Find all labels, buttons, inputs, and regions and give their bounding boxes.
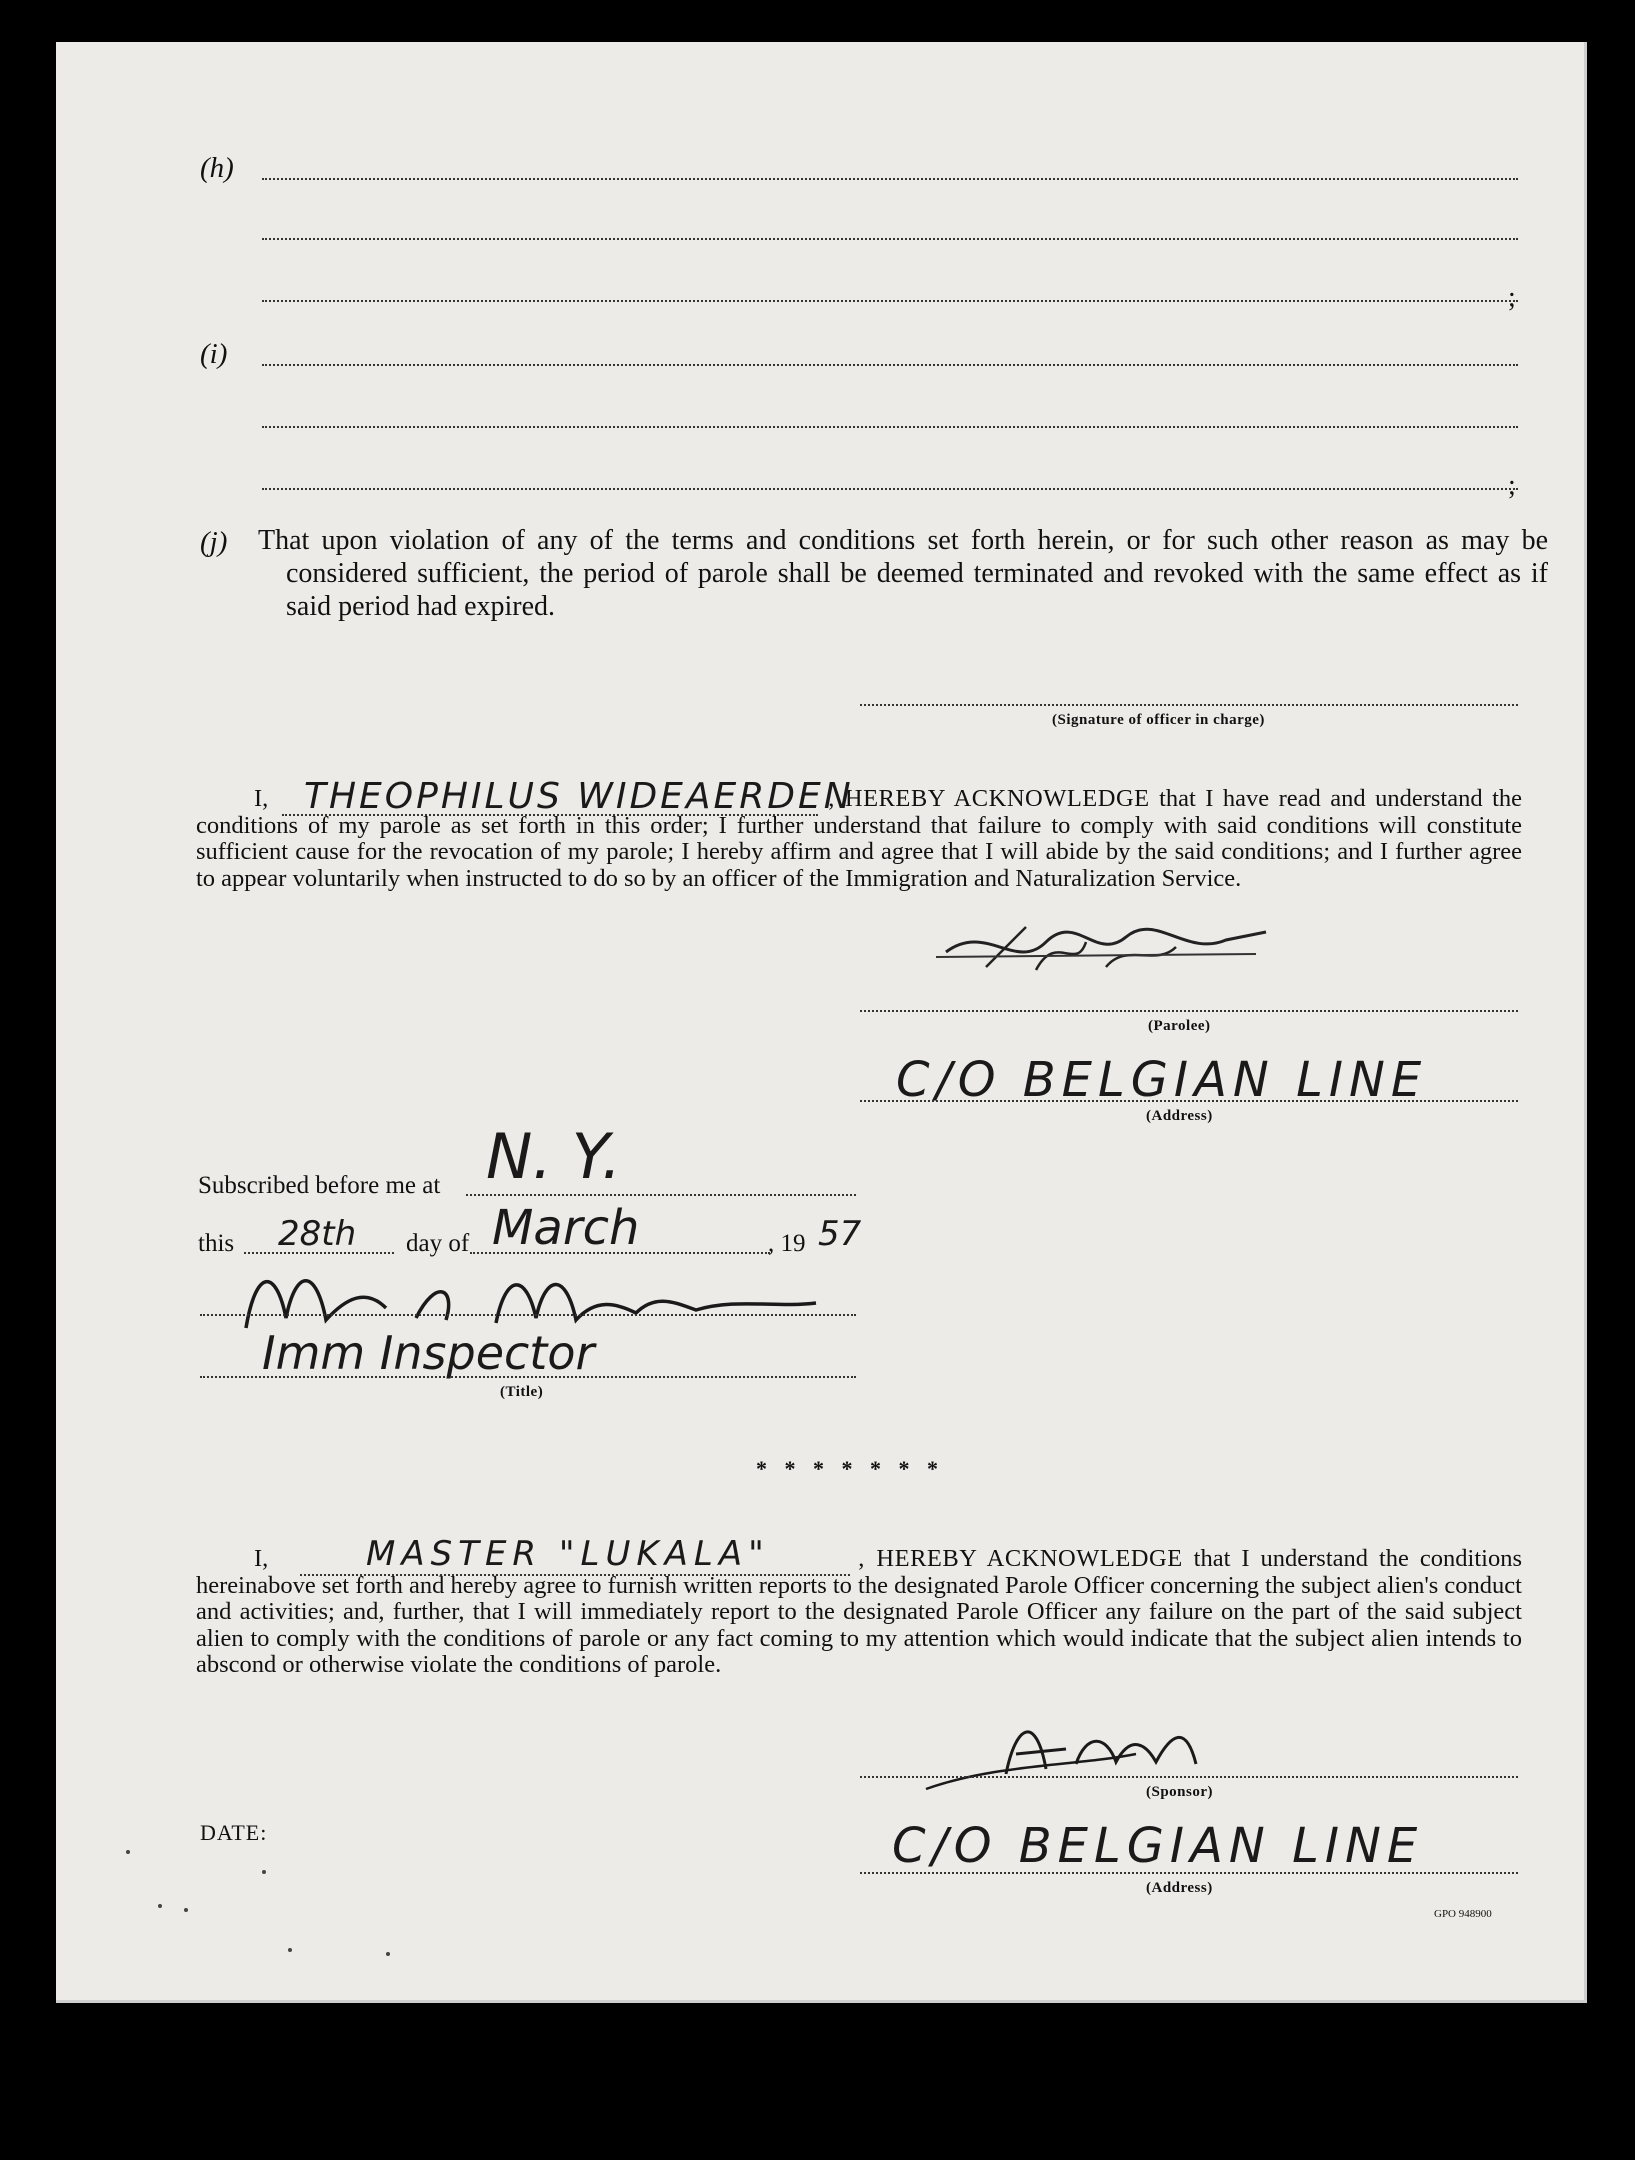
speck <box>288 1948 292 1952</box>
sponsor-name-handwritten: MASTER "LUKALA" <box>366 1534 770 1574</box>
gpo-number: GPO 948900 <box>1434 1908 1492 1920</box>
speck <box>386 1952 390 1956</box>
parolee-caption: (Parolee) <box>1148 1018 1211 1034</box>
item-h-line-1 <box>262 178 1518 180</box>
item-i-line-2 <box>262 426 1518 428</box>
item-h-label: (h) <box>200 152 234 184</box>
speck <box>158 1904 162 1908</box>
speck <box>184 1908 188 1912</box>
sponsor-prefix: I, <box>254 1545 269 1572</box>
parolee-prefix: I, <box>254 785 269 812</box>
speck <box>262 1870 266 1874</box>
sponsor-address-handwritten: C/O BELGIAN LINE <box>892 1818 1424 1874</box>
parolee-text: that I have read and understand the conditions of my parole as set forth in this order; I further understand that failure to comply with said conditions will constitute sufficient cause for the revocation of my parole; I hereby affirm and agree that I will abide by the said conditions; and I further agree to appear voluntarily when instructed to do so by an officer of the Immigration and Naturalization Service. <box>196 785 1523 892</box>
item-j-label: (j) <box>200 526 228 558</box>
item-h-line-3 <box>262 300 1518 302</box>
sponsor-text: that I understand the conditions hereinabove set forth and hereby agree to furnish written reports to the designated Parole Officer concerning the subject alien's conduct and activities; and, further, that I will immediately report to the designated Parole Officer any failure on the part of the said subject alien to comply with the conditions of parole or any fact coming to my attention which would indicate that the subject alien intends to abscond or otherwise violate the conditions of parole. <box>196 1545 1522 1678</box>
speck <box>126 1850 130 1854</box>
sponsor-name-line <box>300 1574 850 1576</box>
month-handwritten: March <box>492 1200 640 1256</box>
officer-name-line <box>200 1314 856 1316</box>
item-h-semicolon: ; <box>1508 282 1516 313</box>
sponsor-hereby: , HEREBY ACKNOWLEDGE <box>858 1545 1183 1572</box>
parolee-address-handwritten: C/O BELGIAN LINE <box>896 1052 1428 1108</box>
officer-signature-caption: (Signature of officer in charge) <box>1052 712 1265 728</box>
parolee-name-handwritten: THEOPHILUS WIDEAERDEN <box>304 776 854 817</box>
parolee-signature-image <box>926 912 1286 992</box>
item-i-label: (i) <box>200 338 228 370</box>
item-i-line-1 <box>262 364 1518 366</box>
item-j-text: That upon violation of any of the terms and conditions set forth herein, or for such other reason as may be considered sufficient, the period of parole shall be deemed terminated and revoked with the same effect as if said period had expired. <box>258 525 1548 622</box>
parolee-address-caption: (Address) <box>1146 1108 1213 1124</box>
sponsor-acknowledgement <box>196 1534 1522 1690</box>
form-page <box>56 42 1587 2003</box>
officer-signature-line <box>860 704 1518 706</box>
year-handwritten: 57 <box>818 1214 862 1254</box>
sponsor-caption: (Sponsor) <box>1146 1784 1214 1800</box>
item-i-semicolon: ; <box>1508 470 1516 501</box>
parolee-acknowledgement <box>196 776 1523 900</box>
day-of-label: day of <box>406 1230 470 1257</box>
parolee-signature-line <box>860 1010 1518 1012</box>
parolee-hereby: , HEREBY ACKNOWLEDGE <box>828 785 1150 812</box>
sponsor-signature-line <box>860 1776 1518 1778</box>
title-caption: (Title) <box>500 1384 544 1400</box>
item-i-line-3 <box>262 488 1518 490</box>
year-prefix: , 19 <box>768 1230 806 1257</box>
section-separator: * * * * * * * <box>756 1456 944 1481</box>
day-handwritten: 28th <box>278 1214 357 1254</box>
subscribed-place-handwritten: N. Y. <box>486 1120 622 1193</box>
title-handwritten: Imm Inspector <box>262 1326 595 1380</box>
subscribed-label: Subscribed before me at <box>198 1172 441 1199</box>
this-label: this <box>198 1230 235 1257</box>
item-h-line-2 <box>262 238 1518 240</box>
sponsor-address-caption: (Address) <box>1146 1880 1213 1896</box>
date-label: DATE: <box>200 1820 268 1845</box>
subscribed-place-line <box>466 1194 856 1196</box>
